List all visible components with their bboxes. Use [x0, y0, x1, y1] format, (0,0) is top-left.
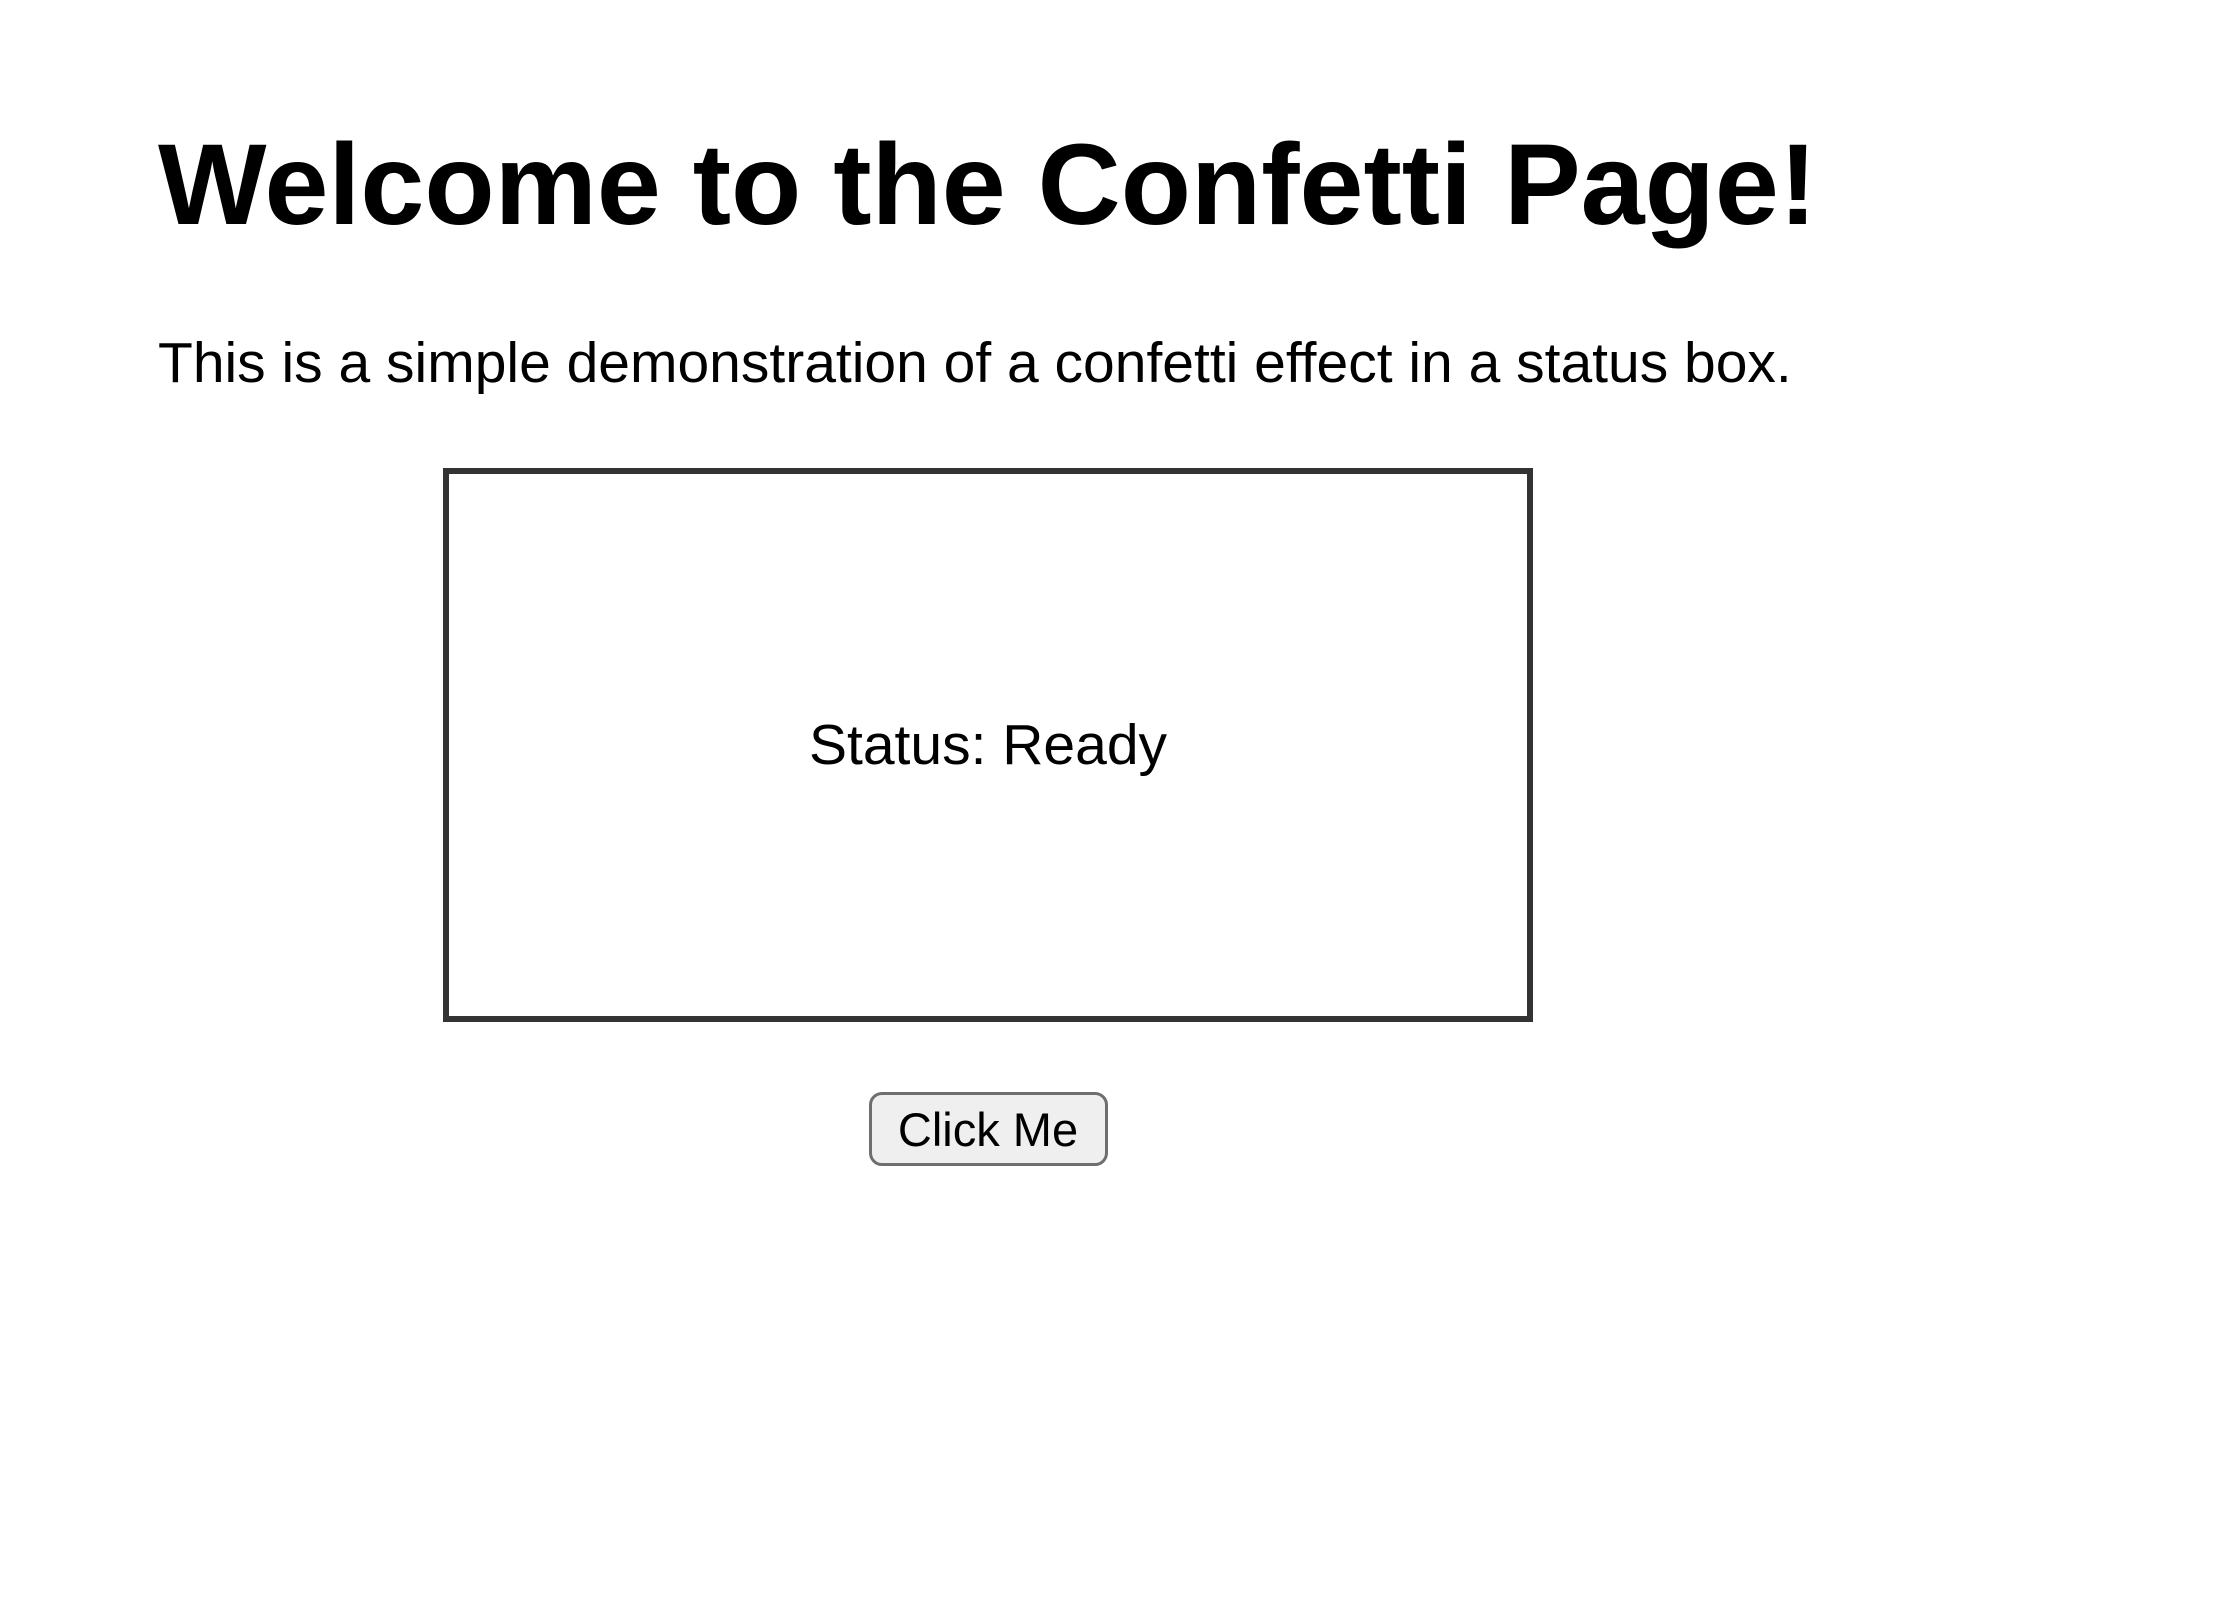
- status-text: Status: Ready: [808, 713, 1168, 777]
- page-subtitle: This is a simple demonstration of a confetti effect in a status box.: [158, 331, 1792, 395]
- status-box: [443, 468, 1533, 1022]
- page-title: Welcome to the Confetti Page!: [158, 121, 1818, 249]
- page-content: [158, 119, 1818, 1166]
- click-me-button[interactable]: Click Me: [869, 1092, 1108, 1166]
